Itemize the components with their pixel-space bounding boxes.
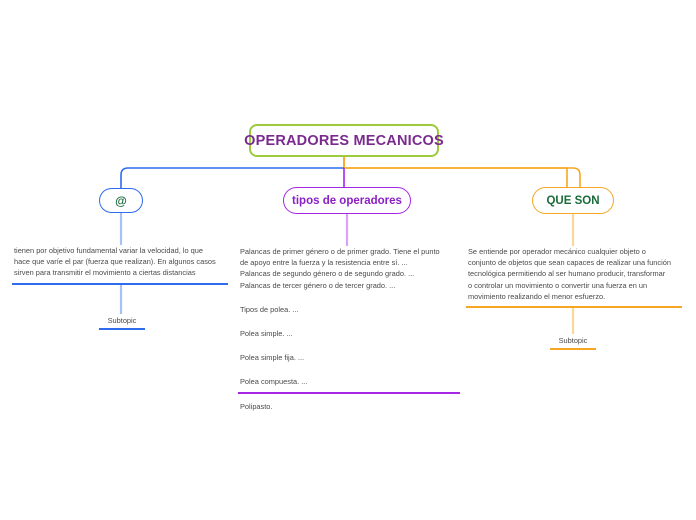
text-line: Polipasto.: [240, 401, 273, 411]
subtopic-right-underline: [550, 348, 596, 350]
branch-node-tipos-de-operadores[interactable]: [283, 187, 411, 214]
text-line: Palancas de primer género o de primer grado. Tiene el punto: [240, 247, 440, 256]
root-node[interactable]: [244, 124, 444, 157]
text-line: de apoyo entre la fuerza y la resistencia entre sí. ...: [240, 258, 408, 268]
branch-node-label: QUE SON: [546, 194, 600, 207]
subtopic-left[interactable]: Subtopic: [107, 316, 137, 325]
root-node-label: OPERADORES MECANICOS: [244, 132, 444, 149]
text-line: Polea compuesta. ...: [240, 377, 308, 387]
right-text-underline: [466, 306, 682, 308]
text-line: tienen por objetivo fundamental variar la velocidad, lo que: [14, 246, 203, 255]
text-line: Se entiende por operador mecánico cualquier objeto o: [468, 247, 646, 256]
middle-text-underline: [238, 392, 460, 394]
branch-node-left[interactable]: [99, 188, 143, 213]
right-text-block[interactable]: [468, 246, 680, 302]
at-symbol-icon: @: [115, 193, 127, 208]
text-line: sirven para transmitir el movimiento a ciertas distancias: [14, 268, 196, 278]
subtopic-left-underline: [99, 328, 145, 330]
middle-text-block[interactable]: [240, 246, 462, 412]
text-line: Polea simple fija. ...: [240, 353, 305, 363]
text-line: Polea simple. ...: [240, 329, 293, 339]
branch-node-que-son[interactable]: [532, 187, 614, 214]
text-line: conjunto de objetos que sean capaces de realizar una función: [468, 258, 671, 268]
text-line: o controlar un movimiento o convertir una fuerza en un: [468, 280, 648, 290]
left-text-block[interactable]: [14, 245, 226, 279]
left-text-underline: [12, 283, 228, 285]
text-line: movimiento realizando el menor esfuerzo.: [468, 291, 606, 301]
text-line: hace que varíe el par (fuerza que realizan). En algunos casos: [14, 257, 216, 267]
text-line: tecnológica permitiendo al ser humano producir, transformar: [468, 269, 666, 279]
text-line: Palancas de segundo género o de segundo grado. ...: [240, 269, 415, 279]
branch-node-label: tipos de operadores: [292, 194, 402, 207]
text-line: Palancas de tercer género o de tercer grado. ...: [240, 280, 396, 290]
text-line: Tipos de polea. ...: [240, 304, 299, 314]
subtopic-right[interactable]: Subtopic: [558, 336, 588, 345]
